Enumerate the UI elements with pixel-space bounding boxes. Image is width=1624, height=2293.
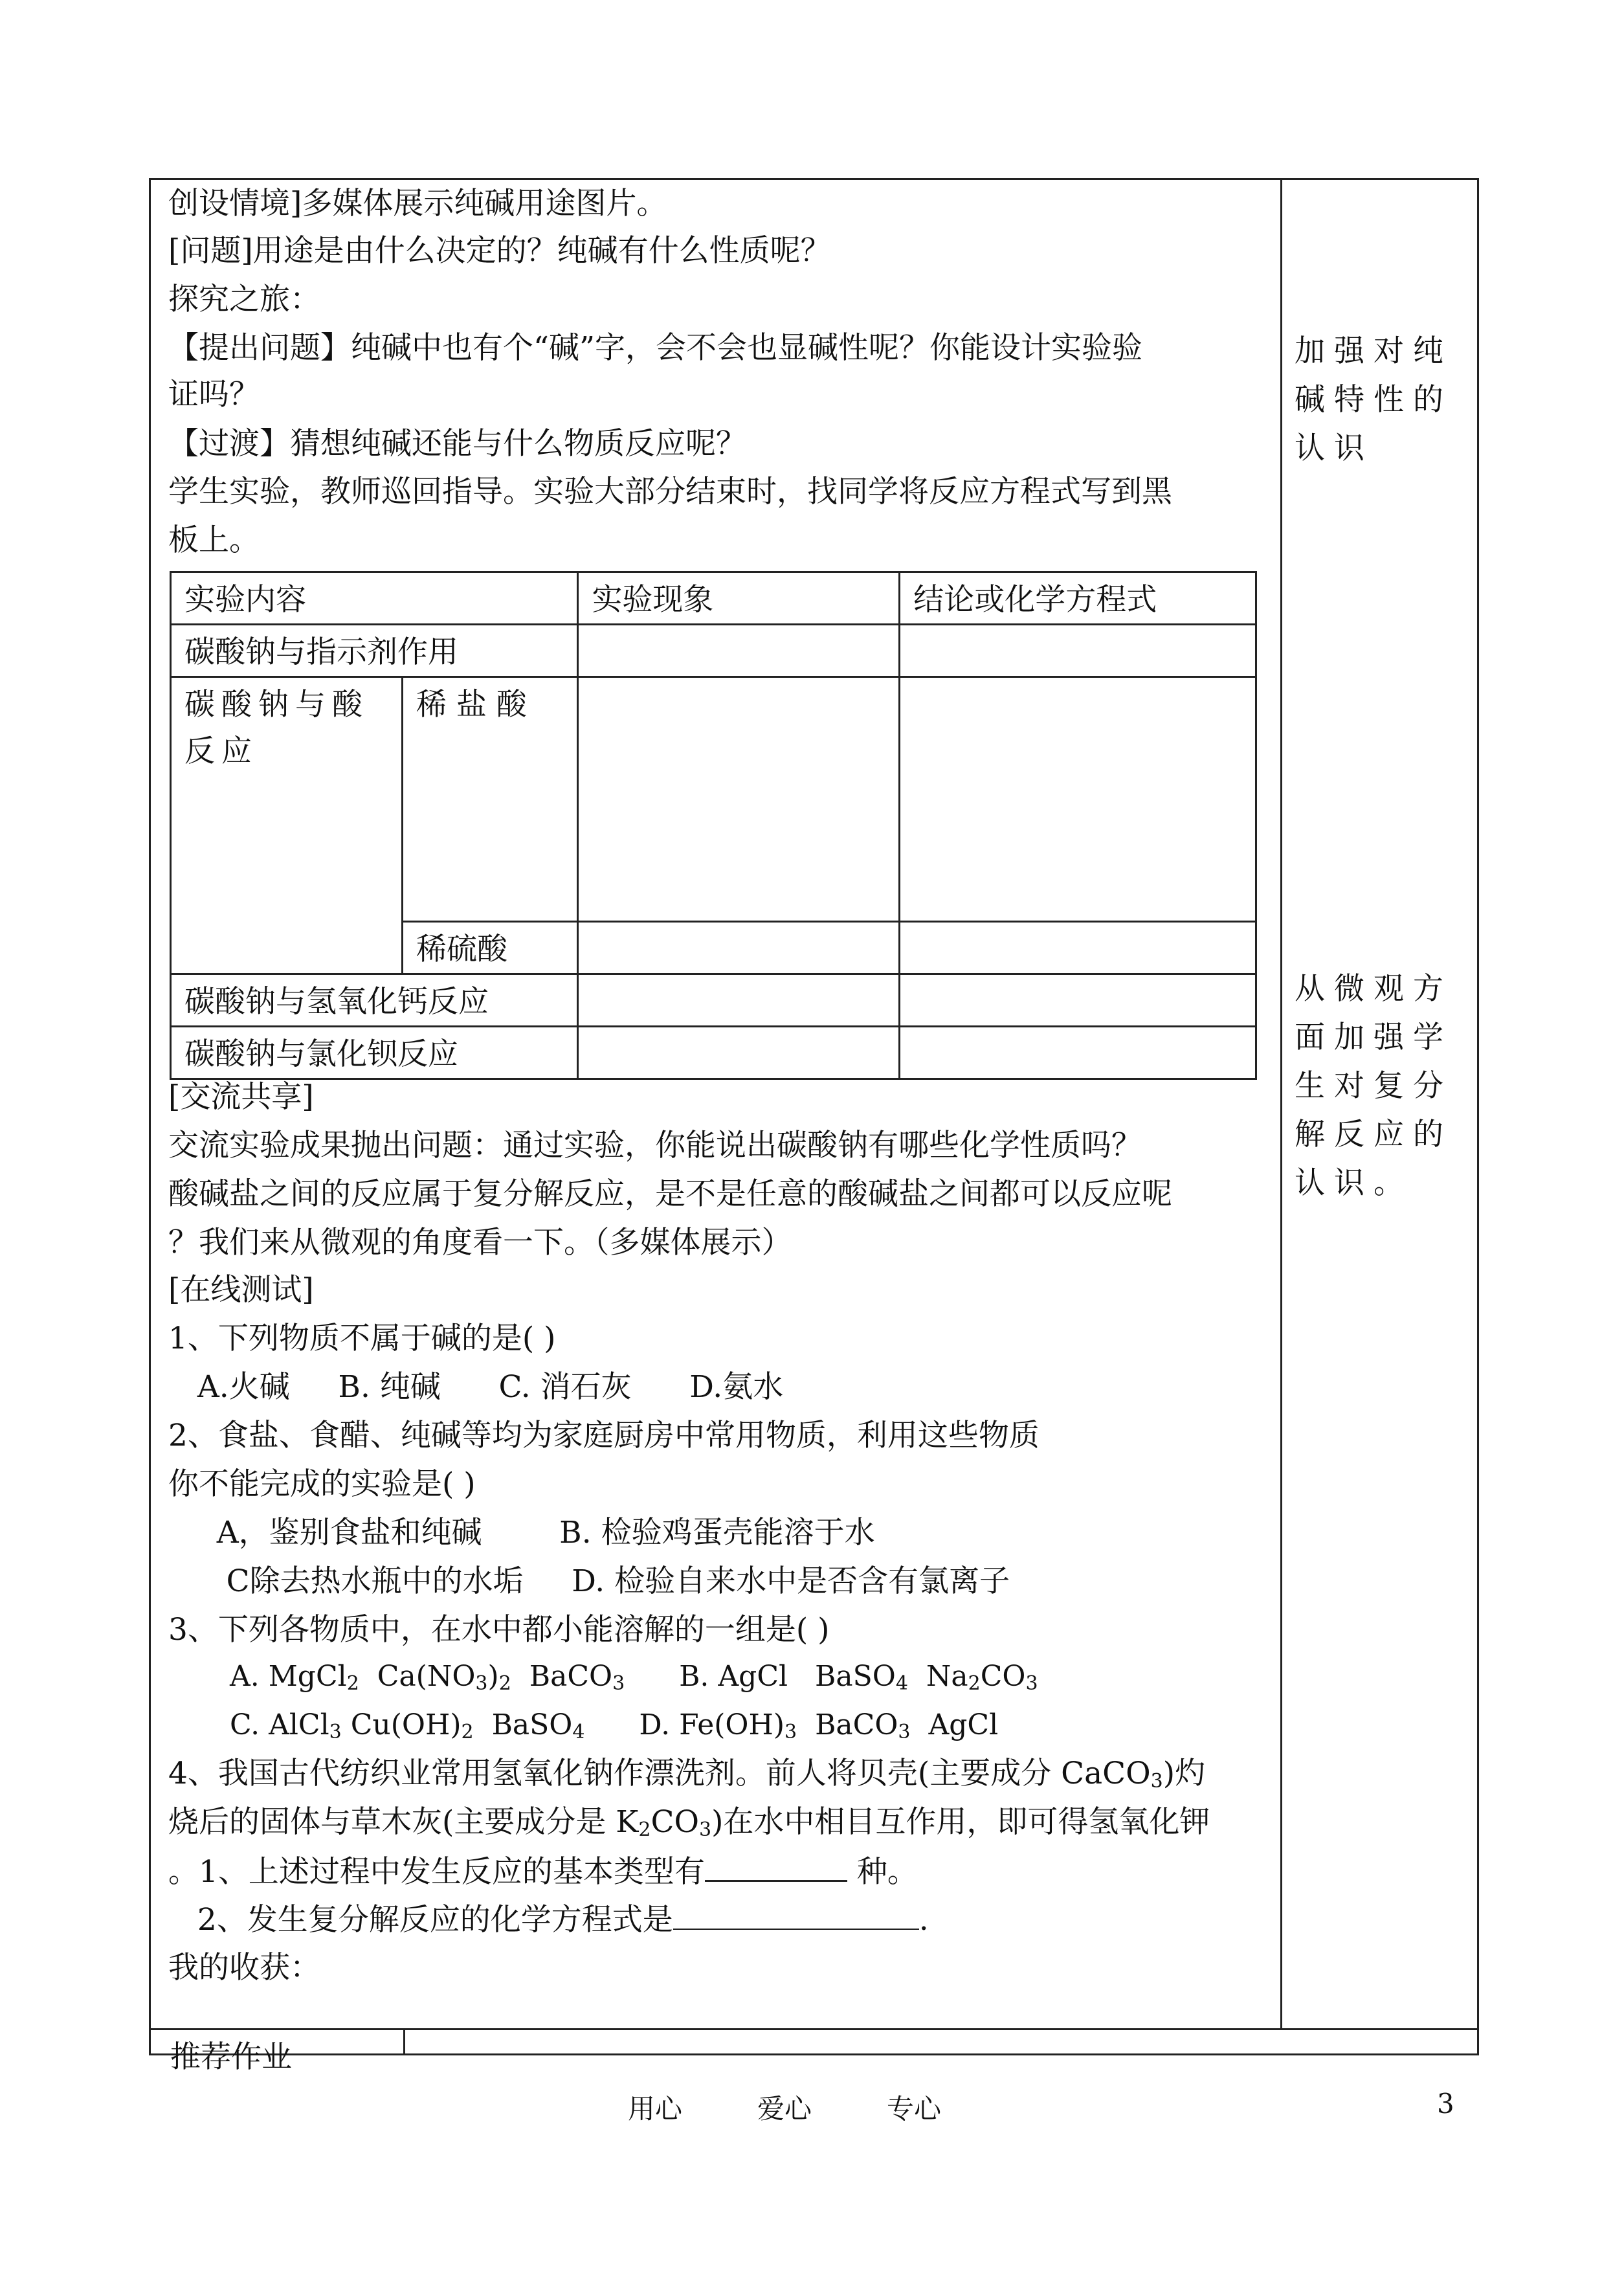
q3-options-cd: C. AlCl$_3$ $Cu(OH)_2$ BaSO$_4$ D. $Fe(OH)_3$ BaCO$_3$ AgCl xyxy=(230,1708,999,1743)
table-header: 实验内容 xyxy=(171,572,578,625)
table-cell xyxy=(900,974,1256,1027)
homework-cell-divider xyxy=(403,2028,405,2055)
side-note: 从微观方 xyxy=(1295,971,1452,1007)
table-cell: 碳酸钠与指示剂作用 xyxy=(171,625,578,677)
text-line: 【提出问题】纯碱中也有个“碱”字，会不会也显碱性呢？你能设计实验验 xyxy=(168,330,1143,366)
answer-blank[interactable] xyxy=(673,1900,919,1930)
homework-label: 推荐作业 xyxy=(170,2039,292,2075)
text-line: 创设情境]多媒体展示纯碱用途图片。 xyxy=(168,186,667,221)
text-line: 学生实验，教师巡回指导。实验大部分结束时，找同学将反应方程式写到黑 xyxy=(168,474,1172,509)
table-cell xyxy=(578,677,900,922)
text-line: A.火碱 B. 纯碱 C. 消石灰 D.氨水 xyxy=(168,1369,784,1405)
side-note: 碱特性的 xyxy=(1295,382,1452,418)
q4-line: 。1、上述过程中发生反应的基本类型有 种。 xyxy=(168,1851,918,1892)
text-line: ？我们来从微观的角度看一下。（多媒体展示） xyxy=(168,1225,792,1260)
side-note: 解反应的 xyxy=(1295,1117,1452,1152)
q4-line: 4、我国古代纺织业常用氢氧化钠作漂洗剂。前人将贝壳(主要成分 CaCO$_3$)灼 xyxy=(168,1756,1206,1793)
table-cell xyxy=(900,625,1256,677)
harvest-label: 我的收获： xyxy=(168,1950,320,1985)
text-line: 你不能完成的实验是( ) xyxy=(168,1466,476,1502)
table-cell: 稀 盐 酸 xyxy=(402,677,577,922)
text-line: [在线测试] xyxy=(168,1272,314,1308)
homework-divider xyxy=(151,2028,1477,2030)
text-line: 【过渡】猜想纯碱还能与什么物质反应呢？ xyxy=(168,426,746,462)
table-cell: 稀硫酸 xyxy=(402,922,577,974)
text-line: 板上。 xyxy=(168,522,260,558)
side-note: 生对复分 xyxy=(1295,1068,1452,1104)
table-cell xyxy=(578,974,900,1027)
experiment-table xyxy=(170,571,1257,1080)
table-cell: 碳酸钠与酸反应 xyxy=(171,677,403,974)
q4-line: 烧后的固体与草木灰(主要成分是 $K_2CO_3$)在水中相目互作用，即可得氢氧化钾 xyxy=(168,1804,1210,1841)
answer-blank[interactable] xyxy=(705,1851,847,1882)
text-line: 探究之旅： xyxy=(168,282,320,317)
text-line: [交流共享] xyxy=(168,1079,314,1115)
q4-line: 2、发生复分解反应的化学方程式是 . xyxy=(168,1900,929,1940)
side-note: 面加强学 xyxy=(1295,1020,1452,1055)
text-line: 2、食盐、食醋、纯碱等均为家庭厨房中常用物质，利用这些物质 xyxy=(168,1418,1040,1453)
text-line: A，鉴别食盐和纯碱 B. 检验鸡蛋壳能溶于水 xyxy=(168,1515,875,1550)
text-line: C除去热水瓶中的水垢 D. 检验自来水中是否含有氯离子 xyxy=(168,1563,1010,1599)
page-number: 3 xyxy=(1437,2088,1454,2120)
footer-right: 专心 xyxy=(887,2093,942,2125)
table-header: 实验现象 xyxy=(578,572,900,625)
table-cell: 碳酸钠与氢氧化钙反应 xyxy=(171,974,578,1027)
text-line: [问题]用途是由什么决定的？纯碱有什么性质呢？ xyxy=(168,233,831,269)
side-note: 认识 xyxy=(1295,431,1374,466)
table-cell: 碳酸钠与氯化钡反应 xyxy=(171,1027,578,1079)
column-divider xyxy=(1280,180,1282,2028)
side-note: 加强对纯 xyxy=(1295,333,1452,369)
side-note: 认识。 xyxy=(1295,1165,1413,1201)
table-cell xyxy=(900,922,1256,974)
table-cell xyxy=(900,1027,1256,1079)
text-line: 3、下列各物质中，在水中都小能溶解的一组是( ) xyxy=(168,1612,830,1648)
text-line: 酸碱盐之间的反应属于复分解反应，是不是任意的酸碱盐之间都可以反应呢 xyxy=(168,1176,1172,1212)
table-cell xyxy=(900,677,1256,922)
table-header: 结论或化学方程式 xyxy=(900,572,1256,625)
footer-mid: 爱心 xyxy=(757,2093,812,2125)
q3-options-ab: A. MgCl$_2$ $Ca(NO_3)_2$ BaCO$_3$ B. AgCl BaSO$_4$ $Na_2CO_3$ xyxy=(230,1660,1038,1695)
table-cell xyxy=(578,625,900,677)
text-line: 交流实验成果抛出问题：通过实验，你能说出碳酸钠有哪些化学性质吗？ xyxy=(168,1128,1142,1163)
table-cell xyxy=(578,1027,900,1079)
footer-left: 用心 xyxy=(628,2093,683,2125)
table-cell xyxy=(578,922,900,974)
text-line: 1、下列物质不属于碱的是( ) xyxy=(168,1321,556,1356)
text-line: 证吗？ xyxy=(168,377,260,412)
